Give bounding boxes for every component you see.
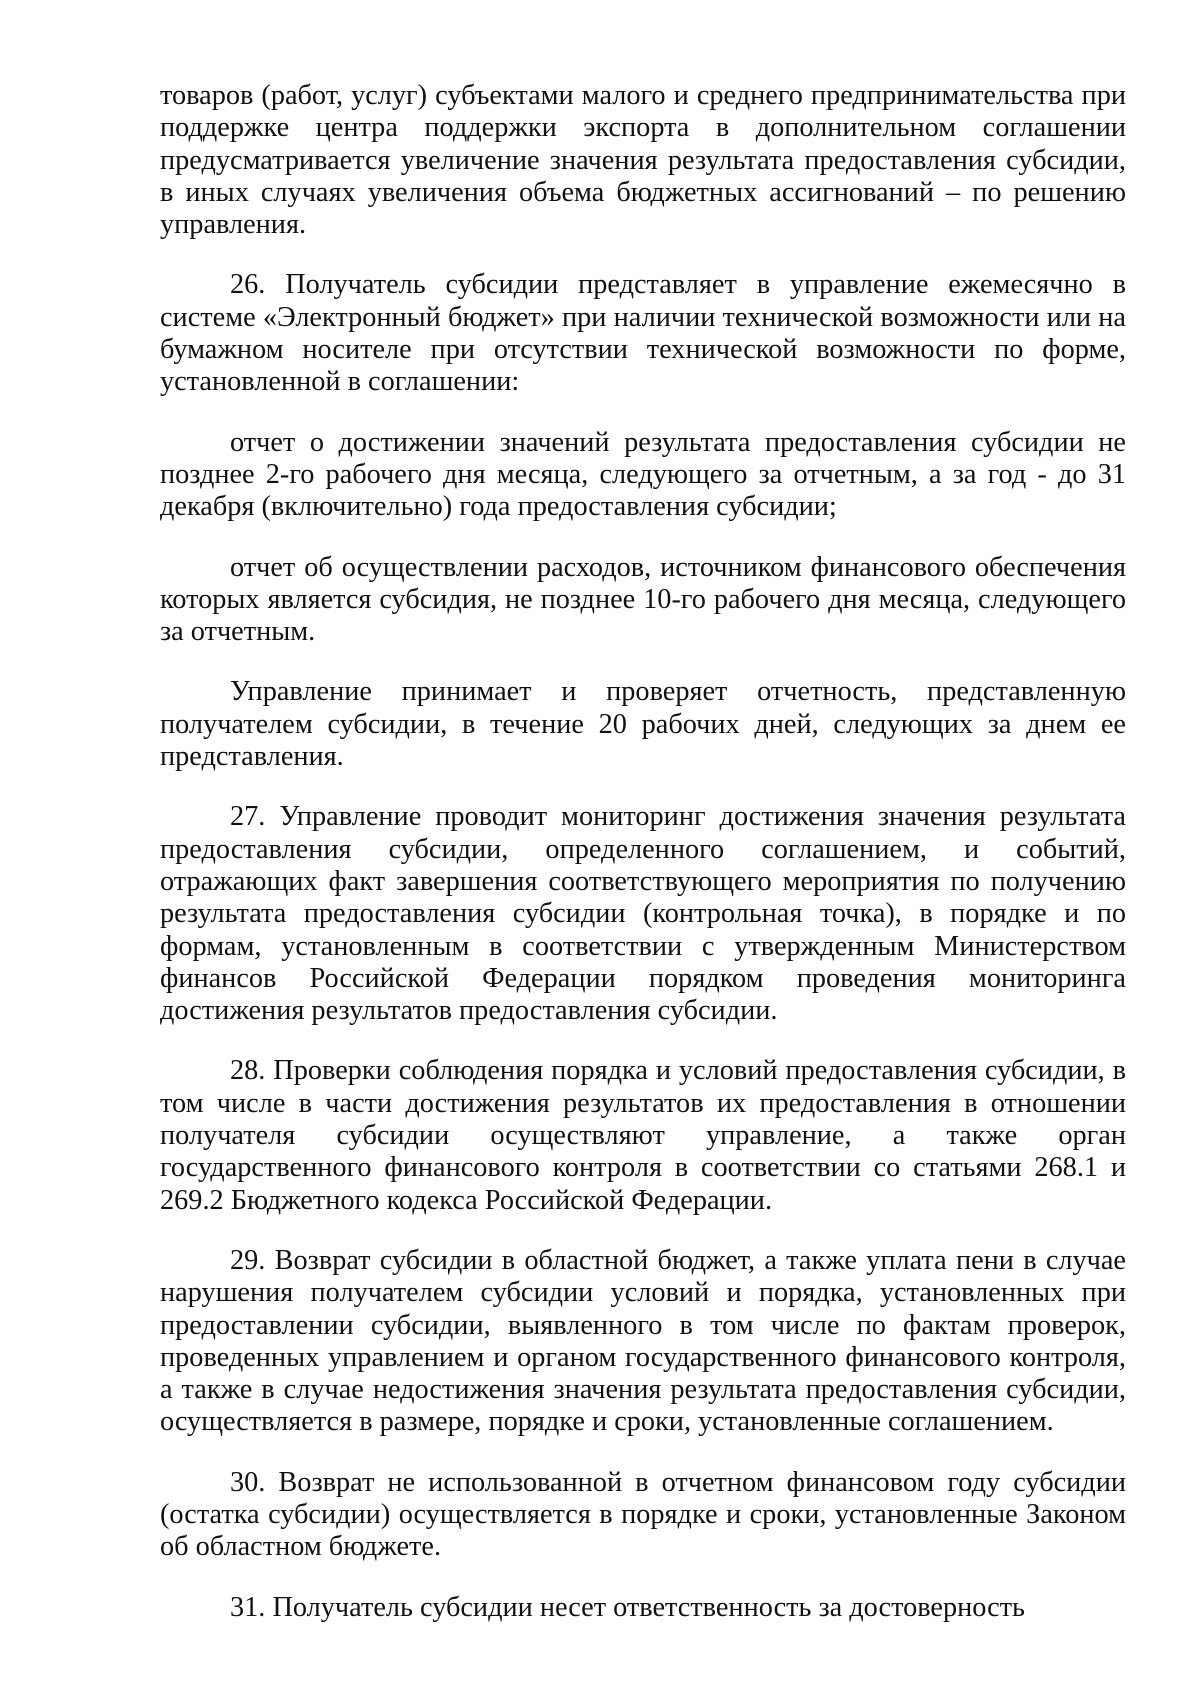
paragraph-28: 28. Проверки соблюдения порядка и условий предоставления субсидии, в том числе в части достижения результатов их предоставления в отношении получателя субсидии осуществляют управление, а также орган государственного финансового контроля в соответствии со статьями 268.1 и 269.2 Бюджетного кодекса Российской Федерации.	[160, 1055, 1126, 1216]
paragraph-26-review: Управление принимает и проверяет отчетность, представленную получателем субсидии, в течение 20 рабочих дней, следующих за днем ее представления.	[160, 676, 1126, 773]
paragraph-29: 29. Возврат субсидии в областной бюджет, а также уплата пени в случае нарушения получателем субсидии условий и порядка, установленных при предоставлении субсидии, выявленного в том числе по фактам проверок, проведенных управлением и органом государственного финансового контроля, а также в случае недостижения значения результата предоставления субсидии, осуществляется в размере, порядке и сроки, установленные соглашением.	[160, 1244, 1126, 1438]
paragraph-27: 27. Управление проводит мониторинг достижения значения результата предоставления субсидии, определенного соглашением, и событий, отражающих факт завершения соответствующего мероприятия по получению результата предоставления субсидии (контрольная точка), в порядке и по формам, установленным в соответствии с утвержденным Министерством финансов Российской Федерации порядком проведения мониторинга достижения результатов предоставления субсидии.	[160, 801, 1126, 1027]
paragraph-26: 26. Получатель субсидии представляет в управление ежемесячно в системе «Электронный бюджет» при наличии технической возможности или на бумажном носителе при отсутствии технической возможности по форме, установленной в соглашении:	[160, 269, 1126, 398]
paragraph-26-report-result: отчет о достижении значений результата предоставления субсидии не позднее 2-го рабочего дня месяца, следующего за отчетным, а за год - до 31 декабря (включительно) года предоставления субсидии;	[160, 426, 1126, 523]
paragraph-26-report-expenses: отчет об осуществлении расходов, источником финансового обеспечения которых является субсидия, не позднее 10-го рабочего дня месяца, следующего за отчетным.	[160, 551, 1126, 648]
paragraph-31: 31. Получатель субсидии несет ответственность за достоверность	[230, 1591, 1025, 1623]
paragraph-continuation: товаров (работ, услуг) субъектами малого и среднего предпринимательства при поддержке центра поддержки экспорта в дополнительном соглашении предусматривается увеличение значения результата предоставления субсидии, в иных случаях увеличения объема бюджетных ассигнований – по решению управления.	[160, 80, 1126, 241]
paragraph-30: 30. Возврат не использованной в отчетном финансовом году субсидии (остатка субсидии) осуществляется в порядке и сроки, установленные Законом об областном бюджете.	[160, 1466, 1126, 1563]
document-body	[160, 80, 1126, 1624]
